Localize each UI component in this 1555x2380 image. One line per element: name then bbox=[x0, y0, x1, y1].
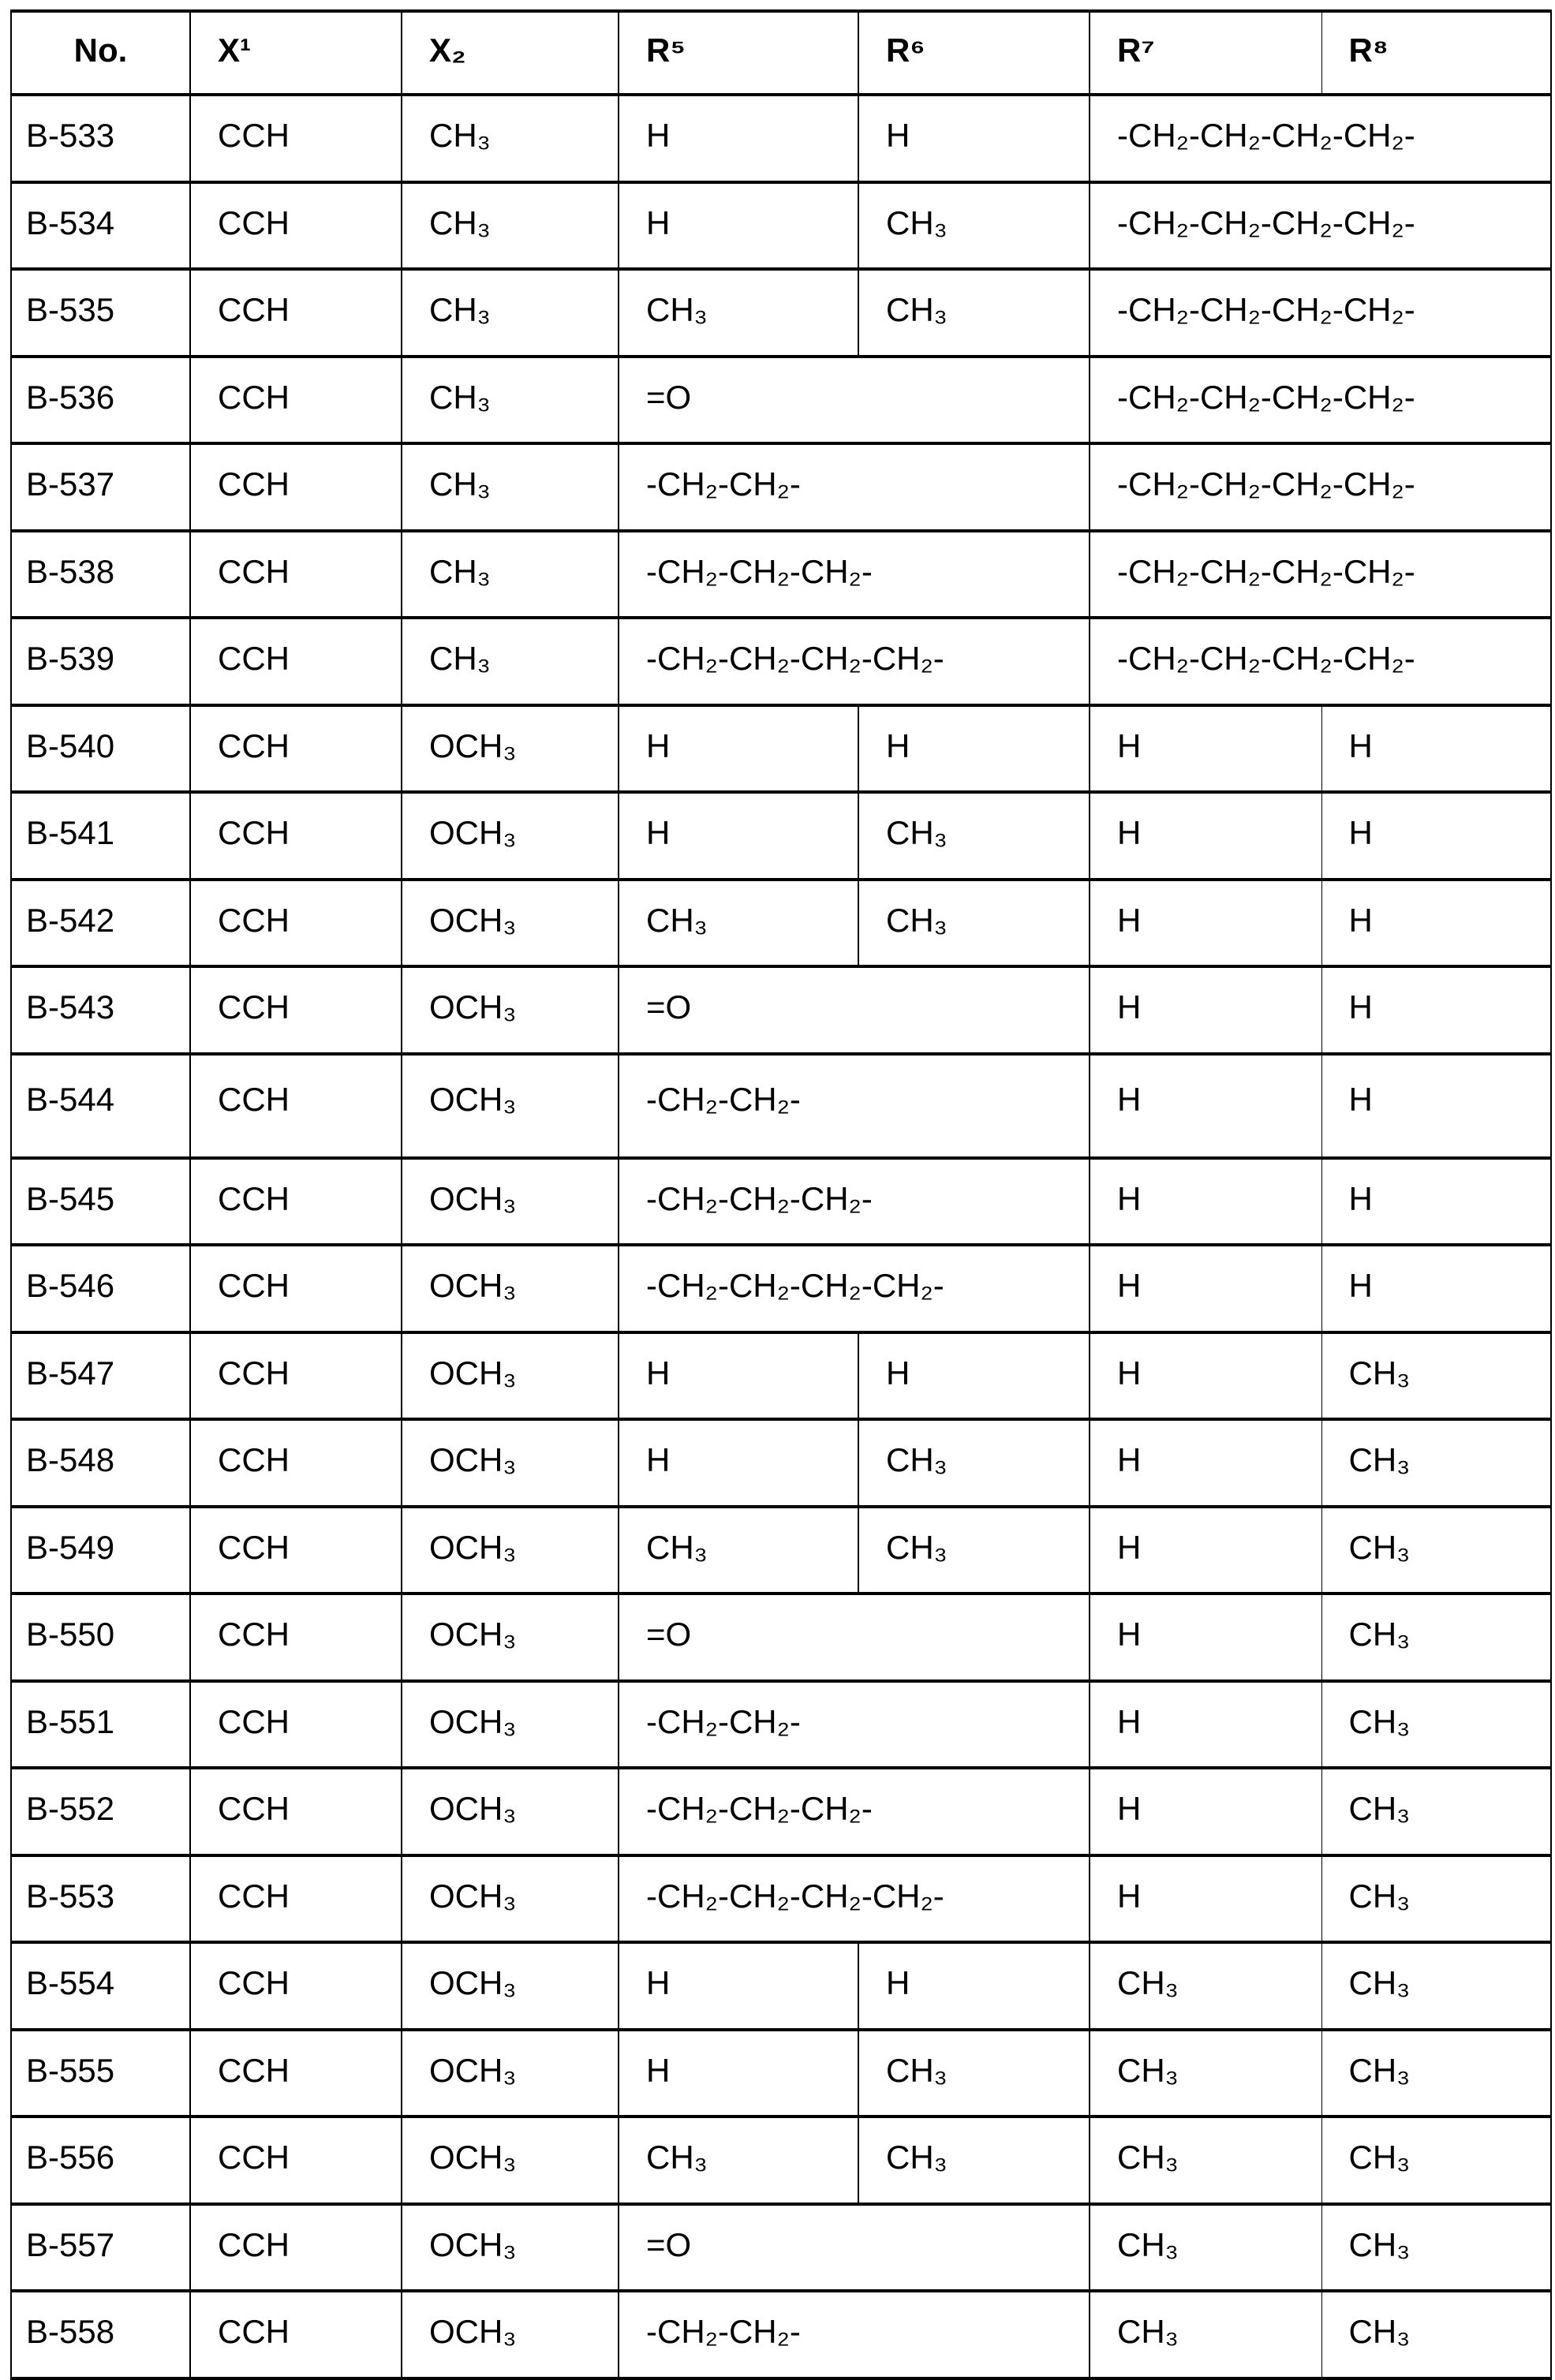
cell-no: B-544 bbox=[11, 1054, 190, 1158]
cell-x2: OCH₃ bbox=[402, 1245, 619, 1332]
cell-r7: CH₃ bbox=[1090, 2204, 1321, 2292]
cell-r5: H bbox=[619, 182, 858, 270]
cell-r8: CH₃ bbox=[1321, 2204, 1551, 2292]
table-row bbox=[11, 1855, 1551, 1943]
cell-r7-r8: -CH₂-CH₂-CH₂-CH₂- bbox=[1090, 357, 1551, 444]
cell-r8: CH₃ bbox=[1321, 2117, 1551, 2204]
cell-x1: CCH bbox=[190, 269, 402, 357]
table-row bbox=[11, 2291, 1551, 2378]
cell-x1: CCH bbox=[190, 1768, 402, 1855]
cell-r6: CH₃ bbox=[858, 182, 1090, 270]
cell-r8: CH₃ bbox=[1321, 1681, 1551, 1769]
cell-r5-r6: =O bbox=[619, 966, 1090, 1054]
cell-r8: H bbox=[1321, 1245, 1551, 1332]
cell-r5-r6: -CH₂-CH₂- bbox=[619, 2291, 1090, 2378]
cell-x1: CCH bbox=[190, 1681, 402, 1769]
cell-no: B-548 bbox=[11, 1419, 190, 1507]
cell-r8: H bbox=[1321, 705, 1551, 793]
cell-r7: H bbox=[1090, 1768, 1321, 1855]
cell-r5: CH₃ bbox=[619, 2117, 858, 2204]
header-row bbox=[11, 11, 1551, 95]
cell-x2: CH₃ bbox=[402, 269, 619, 357]
cell-r5: H bbox=[619, 792, 858, 880]
table-row bbox=[11, 966, 1551, 1054]
cell-x1: CCH bbox=[190, 357, 402, 444]
header-r5: R⁵ bbox=[619, 11, 858, 95]
cell-r6: CH₃ bbox=[858, 2030, 1090, 2117]
table-row bbox=[11, 2030, 1551, 2117]
cell-r7: H bbox=[1090, 1419, 1321, 1507]
cell-r6: CH₃ bbox=[858, 1419, 1090, 1507]
cell-r5: CH₃ bbox=[619, 269, 858, 357]
header-r6: R⁶ bbox=[858, 11, 1090, 95]
cell-r8: CH₃ bbox=[1321, 1507, 1551, 1594]
cell-x2: OCH₃ bbox=[402, 966, 619, 1054]
cell-r7-r8: -CH₂-CH₂-CH₂-CH₂- bbox=[1090, 531, 1551, 618]
cell-r5: CH₃ bbox=[619, 880, 858, 967]
cell-x2: CH₃ bbox=[402, 95, 619, 182]
table-row bbox=[11, 880, 1551, 967]
table-row bbox=[11, 182, 1551, 270]
cell-r5-r6: -CH₂-CH₂-CH₂-CH₂- bbox=[619, 618, 1090, 705]
cell-r5-r6: =O bbox=[619, 1594, 1090, 1681]
cell-r7-r8: -CH₂-CH₂-CH₂-CH₂- bbox=[1090, 95, 1551, 182]
cell-r8: CH₃ bbox=[1321, 1768, 1551, 1855]
cell-r7: H bbox=[1090, 1681, 1321, 1769]
cell-no: B-545 bbox=[11, 1158, 190, 1246]
cell-x2: OCH₃ bbox=[402, 792, 619, 880]
cell-r5: H bbox=[619, 1332, 858, 1420]
cell-r7-r8: -CH₂-CH₂-CH₂-CH₂- bbox=[1090, 182, 1551, 270]
cell-no: B-541 bbox=[11, 792, 190, 880]
cell-x2: OCH₃ bbox=[402, 1507, 619, 1594]
cell-x2: OCH₃ bbox=[402, 705, 619, 793]
cell-x1: CCH bbox=[190, 880, 402, 967]
cell-x2: OCH₃ bbox=[402, 1768, 619, 1855]
table-row bbox=[11, 95, 1551, 182]
cell-r6: H bbox=[858, 1332, 1090, 1420]
cell-no: B-551 bbox=[11, 1681, 190, 1769]
header-no: No. bbox=[11, 11, 190, 95]
cell-no: B-533 bbox=[11, 95, 190, 182]
cell-r5-r6: -CH₂-CH₂- bbox=[619, 443, 1090, 531]
cell-r8: CH₃ bbox=[1321, 1594, 1551, 1681]
cell-no: B-547 bbox=[11, 1332, 190, 1420]
table-row bbox=[11, 618, 1551, 705]
cell-no: B-539 bbox=[11, 618, 190, 705]
cell-x2: CH₃ bbox=[402, 182, 619, 270]
cell-r7-r8: -CH₂-CH₂-CH₂-CH₂- bbox=[1090, 269, 1551, 357]
cell-x1: CCH bbox=[190, 443, 402, 531]
header-r7: R⁷ bbox=[1090, 11, 1321, 95]
compound-table bbox=[10, 9, 1552, 2380]
header-x1: X¹ bbox=[190, 11, 402, 95]
cell-no: B-556 bbox=[11, 2117, 190, 2204]
cell-r6: H bbox=[858, 95, 1090, 182]
cell-r6: CH₃ bbox=[858, 880, 1090, 967]
cell-no: B-535 bbox=[11, 269, 190, 357]
cell-x1: CCH bbox=[190, 1419, 402, 1507]
cell-no: B-534 bbox=[11, 182, 190, 270]
cell-no: B-536 bbox=[11, 357, 190, 444]
cell-x1: CCH bbox=[190, 792, 402, 880]
table-row bbox=[11, 269, 1551, 357]
cell-r7: CH₃ bbox=[1090, 2117, 1321, 2204]
cell-x2: CH₃ bbox=[402, 357, 619, 444]
cell-r6: H bbox=[858, 1942, 1090, 2030]
cell-x2: OCH₃ bbox=[402, 1855, 619, 1943]
cell-no: B-555 bbox=[11, 2030, 190, 2117]
cell-x1: CCH bbox=[190, 1054, 402, 1158]
cell-r5: H bbox=[619, 705, 858, 793]
cell-r8: CH₃ bbox=[1321, 1855, 1551, 1943]
cell-x2: CH₃ bbox=[402, 618, 619, 705]
cell-x2: OCH₃ bbox=[402, 1594, 619, 1681]
cell-x2: OCH₃ bbox=[402, 2204, 619, 2292]
table-row bbox=[11, 1768, 1551, 1855]
cell-x1: CCH bbox=[190, 2204, 402, 2292]
cell-x2: CH₃ bbox=[402, 531, 619, 618]
table-row bbox=[11, 1332, 1551, 1420]
cell-x1: CCH bbox=[190, 531, 402, 618]
cell-r7: H bbox=[1090, 1158, 1321, 1246]
cell-r5-r6: -CH₂-CH₂-CH₂- bbox=[619, 1768, 1090, 1855]
cell-r7: H bbox=[1090, 1507, 1321, 1594]
cell-x2: OCH₃ bbox=[402, 880, 619, 967]
cell-x1: CCH bbox=[190, 618, 402, 705]
table-row bbox=[11, 1419, 1551, 1507]
cell-no: B-558 bbox=[11, 2291, 190, 2378]
cell-r7: H bbox=[1090, 1245, 1321, 1332]
table-row bbox=[11, 1507, 1551, 1594]
cell-no: B-537 bbox=[11, 443, 190, 531]
cell-r5: H bbox=[619, 1419, 858, 1507]
cell-r7: H bbox=[1090, 1855, 1321, 1943]
cell-r6: CH₃ bbox=[858, 792, 1090, 880]
cell-no: B-546 bbox=[11, 1245, 190, 1332]
cell-r5: H bbox=[619, 2030, 858, 2117]
cell-x2: OCH₃ bbox=[402, 1332, 619, 1420]
cell-no: B-554 bbox=[11, 1942, 190, 2030]
cell-x1: CCH bbox=[190, 2117, 402, 2204]
cell-x1: CCH bbox=[190, 95, 402, 182]
cell-x1: CCH bbox=[190, 1332, 402, 1420]
cell-no: B-553 bbox=[11, 1855, 190, 1943]
cell-r7: H bbox=[1090, 1054, 1321, 1158]
cell-r7: H bbox=[1090, 1594, 1321, 1681]
cell-x1: CCH bbox=[190, 1855, 402, 1943]
cell-r6: H bbox=[858, 705, 1090, 793]
cell-r5-r6: =O bbox=[619, 2204, 1090, 2292]
cell-r6: CH₃ bbox=[858, 269, 1090, 357]
table-row bbox=[11, 1681, 1551, 1769]
cell-x1: CCH bbox=[190, 1942, 402, 2030]
cell-no: B-538 bbox=[11, 531, 190, 618]
cell-x1: CCH bbox=[190, 1158, 402, 1246]
cell-r5-r6: -CH₂-CH₂-CH₂-CH₂- bbox=[619, 1855, 1090, 1943]
cell-r5-r6: -CH₂-CH₂-CH₂- bbox=[619, 1158, 1090, 1246]
table-row bbox=[11, 2204, 1551, 2292]
cell-x1: CCH bbox=[190, 2030, 402, 2117]
cell-x2: OCH₃ bbox=[402, 1054, 619, 1158]
cell-x2: OCH₃ bbox=[402, 1419, 619, 1507]
cell-r5-r6: -CH₂-CH₂- bbox=[619, 1681, 1090, 1769]
table-row bbox=[11, 531, 1551, 618]
cell-r5-r6: -CH₂-CH₂-CH₂-CH₂- bbox=[619, 1245, 1090, 1332]
table-row bbox=[11, 443, 1551, 531]
cell-r8: H bbox=[1321, 792, 1551, 880]
cell-x1: CCH bbox=[190, 1594, 402, 1681]
cell-r7: H bbox=[1090, 966, 1321, 1054]
cell-r5-r6: =O bbox=[619, 357, 1090, 444]
table-row bbox=[11, 1594, 1551, 1681]
cell-x2: OCH₃ bbox=[402, 2291, 619, 2378]
cell-x2: OCH₃ bbox=[402, 1681, 619, 1769]
cell-r6: CH₃ bbox=[858, 1507, 1090, 1594]
cell-r5: H bbox=[619, 1942, 858, 2030]
cell-r8: CH₃ bbox=[1321, 1332, 1551, 1420]
cell-r7: H bbox=[1090, 1332, 1321, 1420]
cell-r5-r6: -CH₂-CH₂- bbox=[619, 1054, 1090, 1158]
cell-x2: OCH₃ bbox=[402, 2030, 619, 2117]
cell-no: B-540 bbox=[11, 705, 190, 793]
table-row bbox=[11, 357, 1551, 444]
cell-r8: CH₃ bbox=[1321, 1942, 1551, 2030]
cell-r7: H bbox=[1090, 792, 1321, 880]
cell-r6: CH₃ bbox=[858, 2117, 1090, 2204]
cell-x2: CH₃ bbox=[402, 443, 619, 531]
cell-r7-r8: -CH₂-CH₂-CH₂-CH₂- bbox=[1090, 618, 1551, 705]
cell-x2: OCH₃ bbox=[402, 1158, 619, 1246]
cell-r7: CH₃ bbox=[1090, 2291, 1321, 2378]
table-row bbox=[11, 1942, 1551, 2030]
cell-x1: CCH bbox=[190, 182, 402, 270]
table-row bbox=[11, 705, 1551, 793]
cell-no: B-552 bbox=[11, 1768, 190, 1855]
cell-r8: H bbox=[1321, 966, 1551, 1054]
cell-r7: H bbox=[1090, 880, 1321, 967]
cell-x1: CCH bbox=[190, 1507, 402, 1594]
table-body bbox=[11, 95, 1551, 2378]
cell-r8: CH₃ bbox=[1321, 2030, 1551, 2117]
cell-r5: CH₃ bbox=[619, 1507, 858, 1594]
cell-x1: CCH bbox=[190, 1245, 402, 1332]
cell-r8: H bbox=[1321, 880, 1551, 967]
cell-x2: OCH₃ bbox=[402, 1942, 619, 2030]
cell-no: B-543 bbox=[11, 966, 190, 1054]
cell-no: B-550 bbox=[11, 1594, 190, 1681]
table-row bbox=[11, 1054, 1551, 1158]
table-row bbox=[11, 1245, 1551, 1332]
cell-r8: H bbox=[1321, 1054, 1551, 1158]
cell-r5-r6: -CH₂-CH₂-CH₂- bbox=[619, 531, 1090, 618]
header-x2: X₂ bbox=[402, 11, 619, 95]
cell-r8: CH₃ bbox=[1321, 1419, 1551, 1507]
cell-no: B-549 bbox=[11, 1507, 190, 1594]
cell-r8: CH₃ bbox=[1321, 2291, 1551, 2378]
table-row bbox=[11, 1158, 1551, 1246]
table-row bbox=[11, 792, 1551, 880]
cell-r7: CH₃ bbox=[1090, 2030, 1321, 2117]
cell-no: B-542 bbox=[11, 880, 190, 967]
cell-no: B-557 bbox=[11, 2204, 190, 2292]
table-row bbox=[11, 2117, 1551, 2204]
cell-x2: OCH₃ bbox=[402, 2117, 619, 2204]
cell-r7: H bbox=[1090, 705, 1321, 793]
cell-x1: CCH bbox=[190, 705, 402, 793]
cell-r5: H bbox=[619, 95, 858, 182]
cell-r7-r8: -CH₂-CH₂-CH₂-CH₂- bbox=[1090, 443, 1551, 531]
cell-r8: H bbox=[1321, 1158, 1551, 1246]
header-r8: R⁸ bbox=[1321, 11, 1551, 95]
cell-x1: CCH bbox=[190, 966, 402, 1054]
cell-x1: CCH bbox=[190, 2291, 402, 2378]
cell-r7: CH₃ bbox=[1090, 1942, 1321, 2030]
